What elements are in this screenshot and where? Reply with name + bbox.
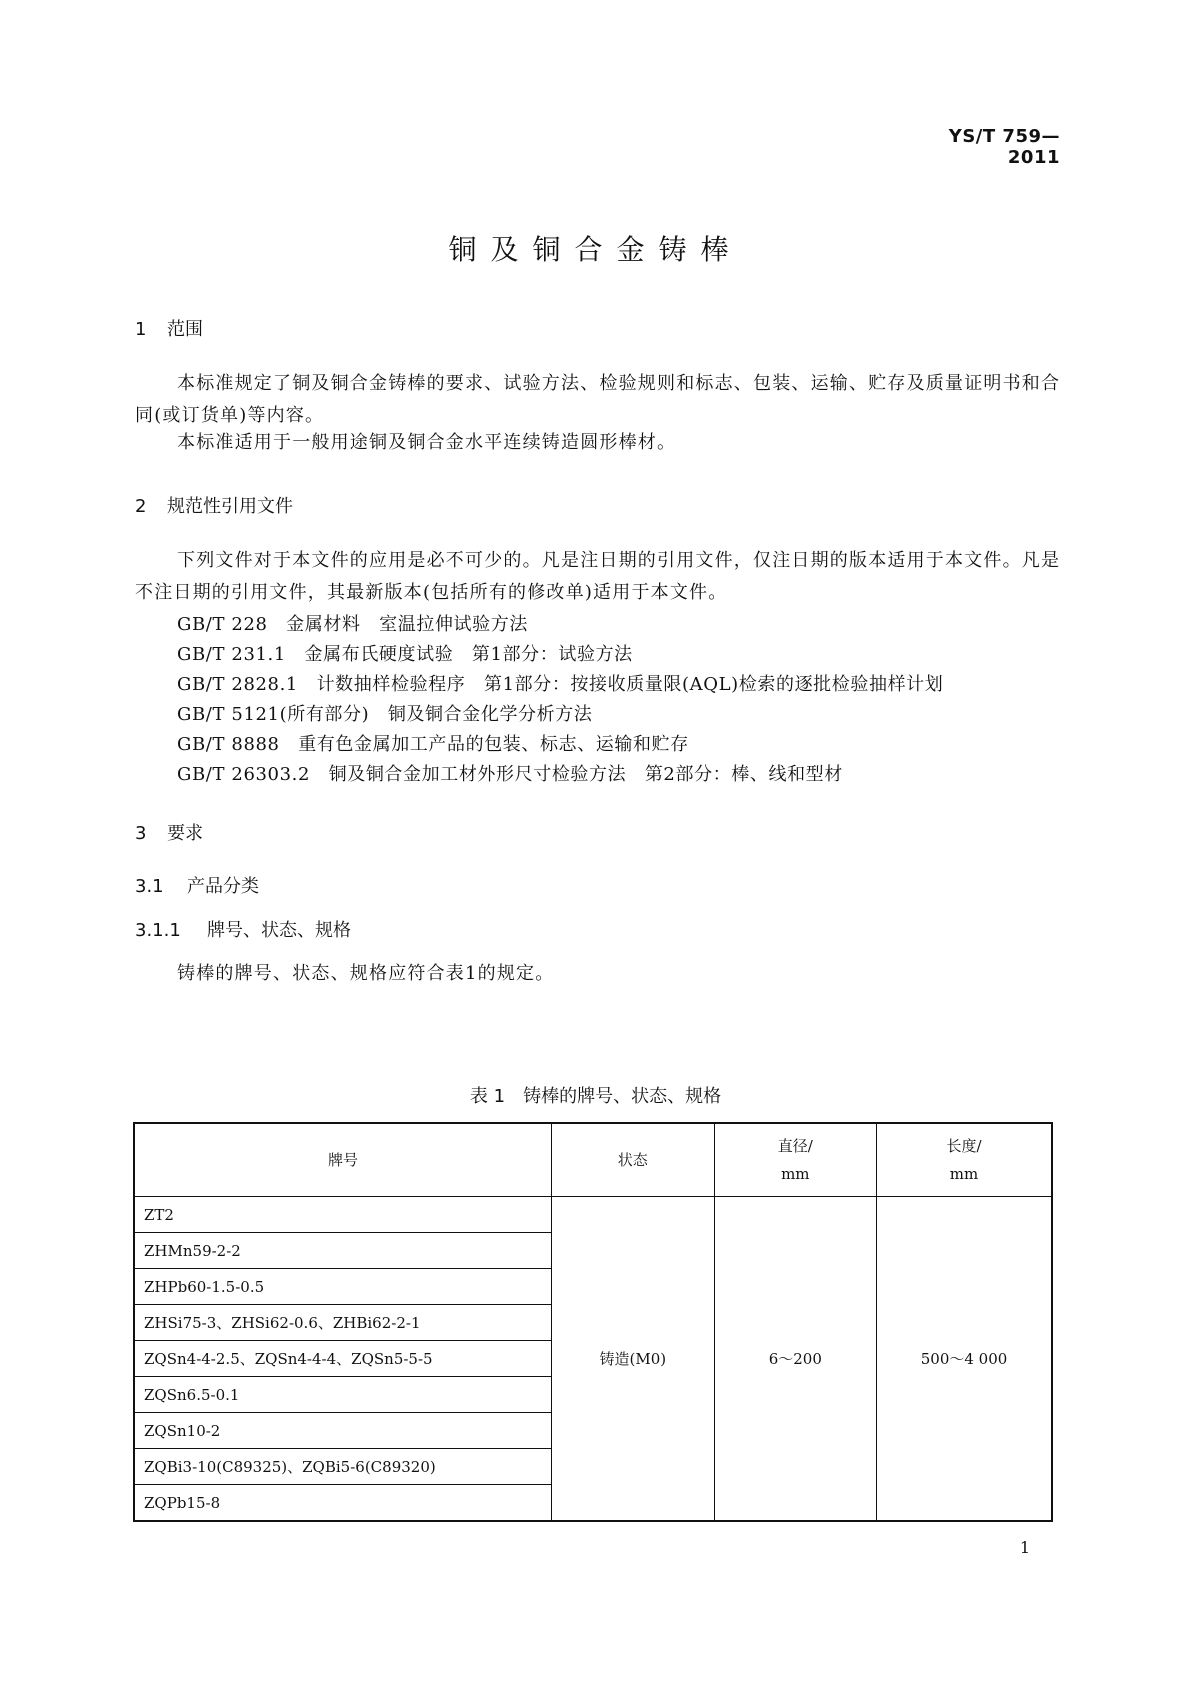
header-length <box>877 1123 1052 1197</box>
section-2-heading <box>135 492 293 518</box>
header-grade: 牌号 <box>134 1123 552 1197</box>
grade-cell: ZQBi3-10(C89325)、ZQBi5-6(C89320) <box>134 1449 552 1485</box>
reference-item: GB/T 8888 重有色金属加工产品的包装、标志、运输和贮存 <box>177 734 689 755</box>
grade-cell: ZQPb15-8 <box>134 1485 552 1522</box>
grade-cell: ZHMn59-2-2 <box>134 1233 552 1269</box>
header-length-unit: mm <box>949 1165 979 1183</box>
diameter-cell: 6～200 <box>714 1197 876 1522</box>
section-3-1-1-title: 牌号、状态、规格 <box>207 920 351 941</box>
section-1-paragraph-1: 本标准规定了铜及铜合金铸棒的要求、试验方法、检验规则和标志、包装、运输、贮存及质量证明书和合同(或订货单)等内容。 <box>135 373 1061 426</box>
section-3-1-1-text: 铸棒的牌号、状态、规格应符合表1的规定。 <box>177 963 555 984</box>
grade-cell: ZQSn10-2 <box>134 1413 552 1449</box>
header-diameter-unit: mm <box>781 1165 810 1183</box>
section-2-number: 2 <box>135 496 147 517</box>
standard-number: YS/T 759—2011 <box>948 126 1060 168</box>
reference-item: GB/T 231.1 金属布氏硬度试验 第1部分：试验方法 <box>177 644 633 665</box>
reference-item: GB/T 5121(所有部分) 铜及铜合金化学分析方法 <box>177 704 593 725</box>
section-3-1-heading <box>135 872 259 898</box>
section-3-1-title: 产品分类 <box>187 876 259 897</box>
section-1-heading <box>135 315 203 341</box>
grade-cell: ZQSn6.5-0.1 <box>134 1377 552 1413</box>
section-1-number: 1 <box>135 319 147 340</box>
reference-item: GB/T 228 金属材料 室温拉伸试验方法 <box>177 614 528 635</box>
grade-cell: ZHPb60-1.5-0.5 <box>134 1269 552 1305</box>
section-3-number: 3 <box>135 823 147 844</box>
grade-cell: ZHSi75-3、ZHSi62-0.6、ZHBi62-2-1 <box>134 1305 552 1341</box>
grade-cell: ZT2 <box>134 1197 552 1233</box>
table-row <box>134 1197 1052 1233</box>
table-1-caption: 表 1 铸棒的牌号、状态、规格 <box>469 1086 722 1107</box>
document-title: 铜及铜合金铸棒 <box>448 233 743 266</box>
section-3-1-1-number: 3.1.1 <box>135 920 181 941</box>
header-length-label: 长度/ <box>946 1137 982 1155</box>
grade-cell: ZQSn4-4-2.5、ZQSn4-4-4、ZQSn5-5-5 <box>134 1341 552 1377</box>
section-2-intro: 下列文件对于本文件的应用是必不可少的。凡是注日期的引用文件，仅注日期的版本适用于本文件。凡是不注日期的引用文件，其最新版本(包括所有的修改单)适用于本文件。 <box>135 550 1061 603</box>
length-cell: 500～4 000 <box>877 1197 1052 1522</box>
section-1-paragraph-2: 本标准适用于一般用途铜及铜合金水平连续铸造圆形棒材。 <box>177 432 677 453</box>
section-3-1-1-heading <box>135 916 351 942</box>
header-diameter-label: 直径/ <box>777 1137 813 1155</box>
section-3-1-number: 3.1 <box>135 876 164 897</box>
page-number: 1 <box>1019 1538 1030 1557</box>
section-3-title: 要求 <box>167 823 203 844</box>
section-1-title: 范围 <box>167 319 203 340</box>
section-2-title: 规范性引用文件 <box>167 496 293 517</box>
reference-item: GB/T 2828.1 计数抽样检验程序 第1部分：按接收质量限(AQL)检索的逐批检验抽样计划 <box>177 674 944 695</box>
reference-item: GB/T 26303.2 铜及铜合金加工材外形尺寸检验方法 第2部分：棒、线和型材 <box>177 764 843 785</box>
table-1 <box>133 1122 1053 1522</box>
state-cell: 铸造(M0) <box>552 1197 715 1522</box>
header-diameter <box>714 1123 876 1197</box>
section-3-heading <box>135 819 203 845</box>
header-state: 状态 <box>552 1123 715 1197</box>
